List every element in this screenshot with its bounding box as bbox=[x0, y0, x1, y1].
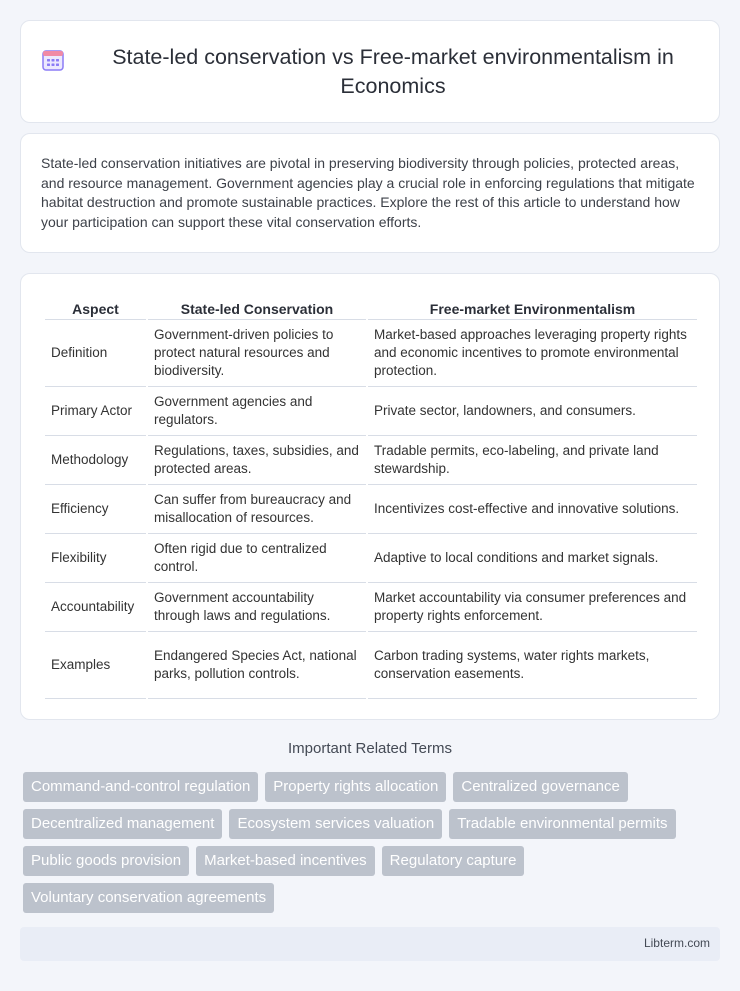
table-row bbox=[45, 436, 697, 485]
header-card bbox=[20, 20, 720, 123]
row-state-value: Government accountability through laws and regulations. bbox=[148, 583, 366, 632]
row-market-value: Adaptive to local conditions and market signals. bbox=[368, 534, 697, 583]
table-row bbox=[45, 485, 697, 534]
row-market-value: Private sector, landowners, and consumers. bbox=[368, 387, 697, 436]
row-aspect: Examples bbox=[45, 632, 146, 699]
related-term-tag[interactable]: Tradable environmental permits bbox=[449, 809, 675, 839]
related-terms-list bbox=[23, 772, 723, 920]
comparison-card bbox=[20, 273, 720, 720]
table-row bbox=[45, 534, 697, 583]
related-term-tag[interactable]: Property rights allocation bbox=[265, 772, 446, 802]
row-aspect: Primary Actor bbox=[45, 387, 146, 436]
row-market-value: Tradable permits, eco-labeling, and private land stewardship. bbox=[368, 436, 697, 485]
row-market-value: Incentivizes cost-effective and innovative solutions. bbox=[368, 485, 697, 534]
row-state-value: Regulations, taxes, subsidies, and protected areas. bbox=[148, 436, 366, 485]
table-row bbox=[45, 632, 697, 699]
row-state-value: Often rigid due to centralized control. bbox=[148, 534, 366, 583]
row-market-value: Market-based approaches leveraging property rights and economic incentives to promote environmental protection. bbox=[368, 320, 697, 387]
row-aspect: Efficiency bbox=[45, 485, 146, 534]
related-terms-title: Important Related Terms bbox=[288, 740, 452, 757]
related-term-tag[interactable]: Decentralized management bbox=[23, 809, 222, 839]
comparison-table bbox=[43, 294, 699, 699]
related-term-tag[interactable]: Voluntary conservation agreements bbox=[23, 883, 274, 913]
intro-text: State-led conservation initiatives are pivotal in preserving biodiversity through policies, protected areas, and resource management. Government agencies play a crucial role in enforcing regulations that mitigate habitat destruction and promote sustainable practices. Explore the rest of this article to understand how your participation can support these vital conservation efforts. bbox=[41, 155, 695, 230]
row-market-value: Carbon trading systems, water rights markets, conservation easements. bbox=[368, 632, 697, 699]
intro-card bbox=[20, 133, 720, 253]
row-aspect: Flexibility bbox=[45, 534, 146, 583]
related-term-tag[interactable]: Market-based incentives bbox=[196, 846, 375, 876]
table-row bbox=[45, 320, 697, 387]
footer-brand-link[interactable]: Libterm.com bbox=[643, 936, 710, 950]
row-state-value: Can suffer from bureaucracy and misallocation of resources. bbox=[148, 485, 366, 534]
row-aspect: Accountability bbox=[45, 583, 146, 632]
table-row bbox=[45, 387, 697, 436]
table-row bbox=[45, 583, 697, 632]
column-header-state: State-led Conservation bbox=[148, 294, 366, 320]
column-header-aspect: Aspect bbox=[45, 294, 146, 320]
row-state-value: Government-driven policies to protect natural resources and biodiversity. bbox=[148, 320, 366, 387]
related-term-tag[interactable]: Command-and-control regulation bbox=[23, 772, 258, 802]
row-market-value: Market accountability via consumer preferences and property rights enforcement. bbox=[368, 583, 697, 632]
related-term-tag[interactable]: Public goods provision bbox=[23, 846, 189, 876]
table-header-row bbox=[45, 294, 697, 320]
related-term-tag[interactable]: Regulatory capture bbox=[382, 846, 525, 876]
column-header-market: Free-market Environmentalism bbox=[368, 294, 697, 320]
footer bbox=[20, 927, 720, 961]
related-term-tag[interactable]: Centralized governance bbox=[453, 772, 627, 802]
page-title: State-led conservation vs Free-market environmentalism in Economics bbox=[112, 44, 674, 98]
calendar-icon bbox=[40, 47, 66, 73]
row-state-value: Endangered Species Act, national parks, pollution controls. bbox=[148, 632, 366, 699]
row-aspect: Methodology bbox=[45, 436, 146, 485]
row-state-value: Government agencies and regulators. bbox=[148, 387, 366, 436]
row-aspect: Definition bbox=[45, 320, 146, 387]
related-term-tag[interactable]: Ecosystem services valuation bbox=[229, 809, 442, 839]
